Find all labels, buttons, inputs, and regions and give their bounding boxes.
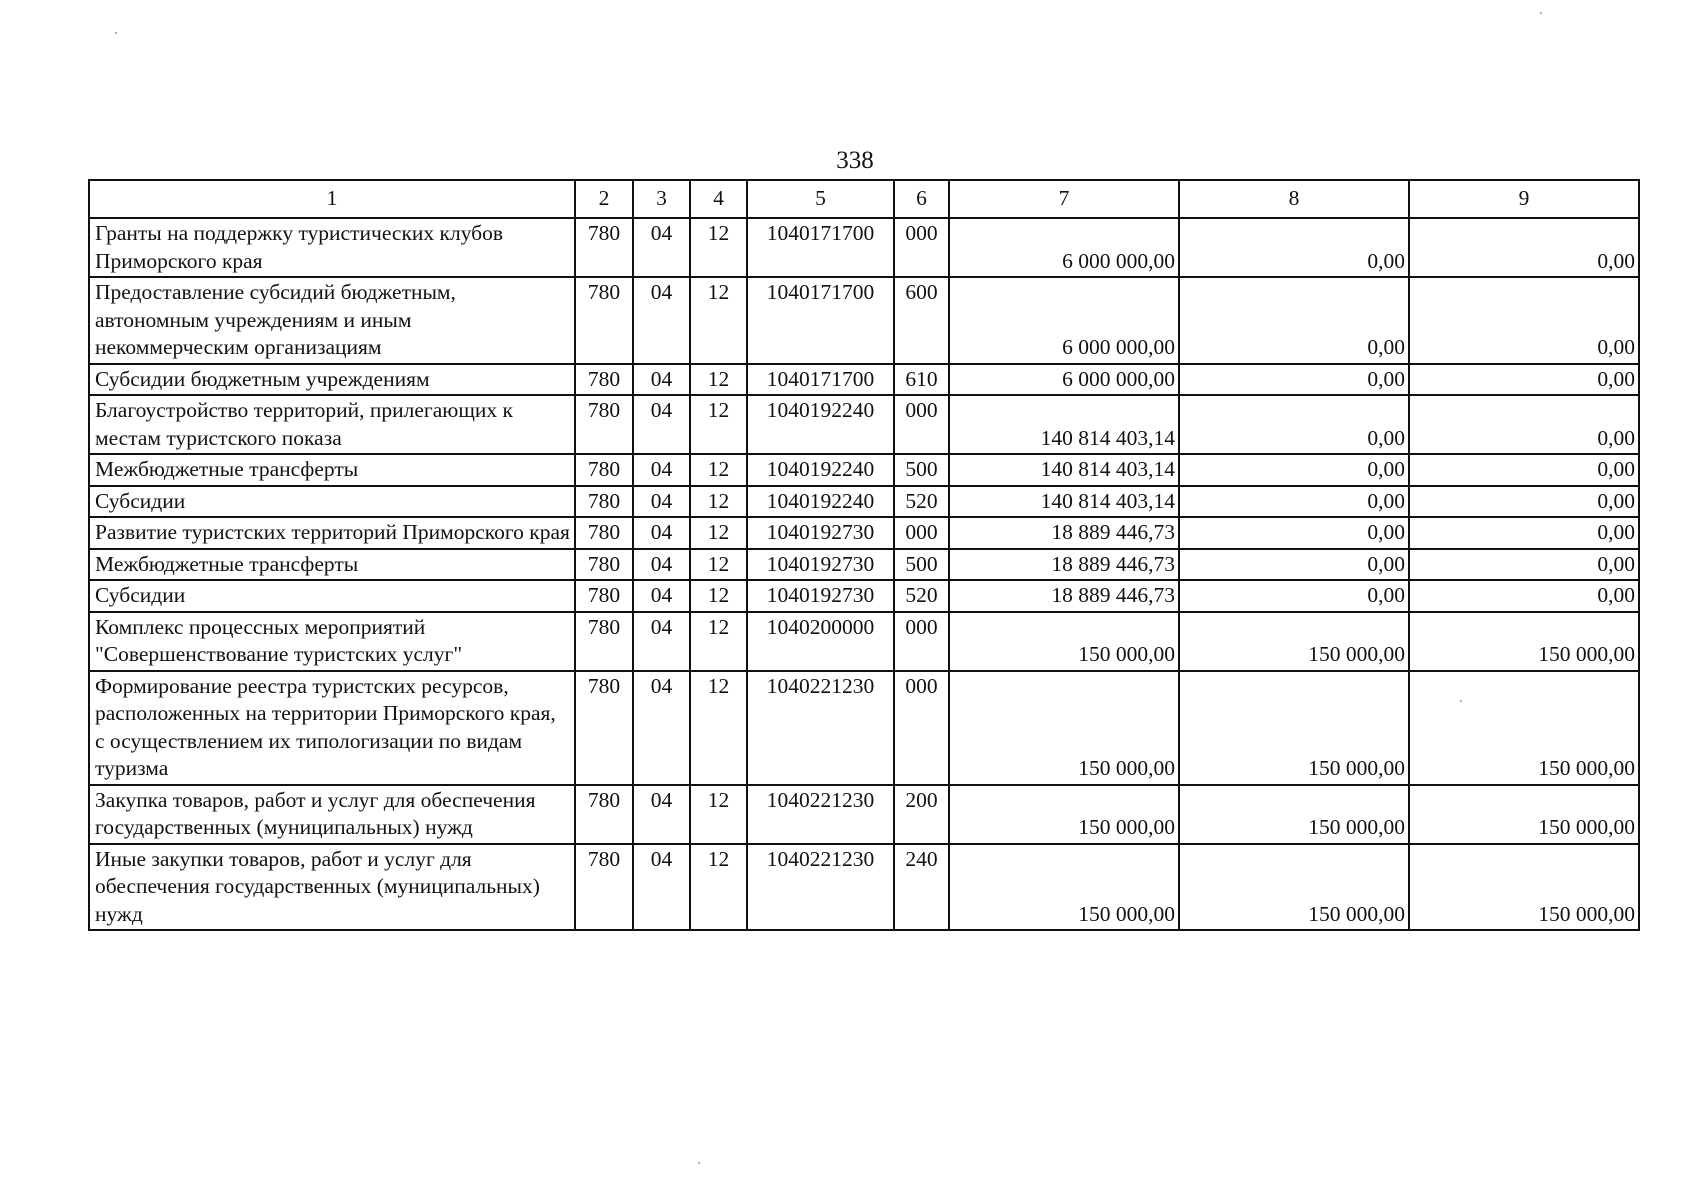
cell-col-9-amount: 0,00 [1409, 580, 1639, 612]
cell-col-5: 1040221230 [747, 785, 894, 844]
cell-col-6: 610 [894, 364, 949, 396]
cell-col-8-amount: 150 000,00 [1179, 612, 1409, 671]
cell-col-8-amount: 150 000,00 [1179, 844, 1409, 931]
cell-col-2: 780 [575, 580, 633, 612]
cell-col-5: 1040192240 [747, 395, 894, 454]
cell-col-8-amount: 0,00 [1179, 517, 1409, 549]
cell-col-8-amount: 0,00 [1179, 486, 1409, 518]
cell-col-5: 1040171700 [747, 218, 894, 277]
cell-col-6: 240 [894, 844, 949, 931]
cell-col-7-amount: 18 889 446,73 [949, 549, 1179, 581]
row-name: Субсидии [89, 486, 575, 518]
cell-col-8-amount: 0,00 [1179, 580, 1409, 612]
cell-col-7-amount: 140 814 403,14 [949, 454, 1179, 486]
cell-col-4: 12 [690, 395, 747, 454]
cell-col-4: 12 [690, 580, 747, 612]
cell-col-4: 12 [690, 612, 747, 671]
cell-col-8-amount: 0,00 [1179, 454, 1409, 486]
cell-col-9-amount: 150 000,00 [1409, 785, 1639, 844]
table-row [89, 612, 1639, 671]
scan-speck [115, 32, 117, 34]
cell-col-9-amount: 150 000,00 [1409, 612, 1639, 671]
cell-col-2: 780 [575, 785, 633, 844]
row-name: Субсидии [89, 580, 575, 612]
cell-col-3: 04 [633, 580, 690, 612]
cell-col-6: 000 [894, 671, 949, 785]
cell-col-8-amount: 150 000,00 [1179, 785, 1409, 844]
column-header: 3 [633, 180, 690, 218]
cell-col-9-amount: 0,00 [1409, 277, 1639, 364]
cell-col-6: 520 [894, 486, 949, 518]
cell-col-8-amount: 0,00 [1179, 549, 1409, 581]
table-row [89, 517, 1639, 549]
cell-col-9-amount: 0,00 [1409, 549, 1639, 581]
cell-col-9-amount: 0,00 [1409, 395, 1639, 454]
row-name: Благоустройство территорий, прилегающих к местам туристского показа [89, 395, 575, 454]
cell-col-2: 780 [575, 844, 633, 931]
column-header: 2 [575, 180, 633, 218]
table-row [89, 671, 1639, 785]
cell-col-5: 1040192730 [747, 517, 894, 549]
cell-col-4: 12 [690, 486, 747, 518]
cell-col-3: 04 [633, 517, 690, 549]
cell-col-3: 04 [633, 277, 690, 364]
scan-speck [1540, 12, 1542, 14]
cell-col-6: 600 [894, 277, 949, 364]
cell-col-6: 500 [894, 549, 949, 581]
cell-col-8-amount: 0,00 [1179, 218, 1409, 277]
column-header: 5 [747, 180, 894, 218]
table-row [89, 785, 1639, 844]
cell-col-2: 780 [575, 671, 633, 785]
cell-col-9-amount: 0,00 [1409, 454, 1639, 486]
cell-col-7-amount: 150 000,00 [949, 671, 1179, 785]
cell-col-5: 1040192730 [747, 549, 894, 581]
cell-col-4: 12 [690, 785, 747, 844]
table-row [89, 580, 1639, 612]
cell-col-3: 04 [633, 785, 690, 844]
row-name: Закупка товаров, работ и услуг для обеспечения государственных (муниципальных) нужд [89, 785, 575, 844]
cell-col-7-amount: 18 889 446,73 [949, 580, 1179, 612]
cell-col-8-amount: 150 000,00 [1179, 671, 1409, 785]
cell-col-9-amount: 150 000,00 [1409, 671, 1639, 785]
page-number: 338 [836, 147, 874, 174]
scan-speck [1460, 700, 1462, 702]
row-name: Формирование реестра туристских ресурсов, расположенных на территории Приморского края, с осуществлением их типологизации по видам туризма [89, 671, 575, 785]
cell-col-6: 520 [894, 580, 949, 612]
cell-col-8-amount: 0,00 [1179, 277, 1409, 364]
cell-col-3: 04 [633, 486, 690, 518]
cell-col-3: 04 [633, 395, 690, 454]
cell-col-9-amount: 0,00 [1409, 517, 1639, 549]
cell-col-6: 000 [894, 218, 949, 277]
cell-col-5: 1040221230 [747, 844, 894, 931]
cell-col-7-amount: 140 814 403,14 [949, 395, 1179, 454]
cell-col-4: 12 [690, 549, 747, 581]
cell-col-4: 12 [690, 218, 747, 277]
cell-col-3: 04 [633, 218, 690, 277]
table-row [89, 395, 1639, 454]
cell-col-2: 780 [575, 517, 633, 549]
table-row [89, 277, 1639, 364]
row-name: Предоставление субсидий бюджетным, автономным учреждениям и иным некоммерческим организациям [89, 277, 575, 364]
cell-col-5: 1040171700 [747, 277, 894, 364]
budget-table [88, 179, 1640, 931]
cell-col-3: 04 [633, 612, 690, 671]
cell-col-2: 780 [575, 454, 633, 486]
cell-col-5: 1040192240 [747, 486, 894, 518]
cell-col-4: 12 [690, 517, 747, 549]
cell-col-8-amount: 0,00 [1179, 395, 1409, 454]
cell-col-3: 04 [633, 454, 690, 486]
column-header: 9 [1409, 180, 1639, 218]
cell-col-5: 1040192240 [747, 454, 894, 486]
row-name: Иные закупки товаров, работ и услуг для обеспечения государственных (муниципальных) нужд [89, 844, 575, 931]
cell-col-7-amount: 6 000 000,00 [949, 364, 1179, 396]
column-header: 4 [690, 180, 747, 218]
cell-col-6: 000 [894, 395, 949, 454]
row-name: Комплекс процессных мероприятий "Совершенствование туристских услуг" [89, 612, 575, 671]
cell-col-5: 1040171700 [747, 364, 894, 396]
cell-col-9-amount: 0,00 [1409, 486, 1639, 518]
cell-col-4: 12 [690, 671, 747, 785]
cell-col-7-amount: 150 000,00 [949, 612, 1179, 671]
cell-col-8-amount: 0,00 [1179, 364, 1409, 396]
cell-col-9-amount: 0,00 [1409, 218, 1639, 277]
row-name: Субсидии бюджетным учреждениям [89, 364, 575, 396]
table-header-row [89, 180, 1639, 218]
cell-col-2: 780 [575, 364, 633, 396]
cell-col-4: 12 [690, 277, 747, 364]
cell-col-2: 780 [575, 612, 633, 671]
row-name: Межбюджетные трансферты [89, 549, 575, 581]
table-row [89, 549, 1639, 581]
table-row [89, 454, 1639, 486]
cell-col-6: 000 [894, 517, 949, 549]
table-row [89, 486, 1639, 518]
column-header: 1 [89, 180, 575, 218]
row-name: Гранты на поддержку туристических клубов Приморского края [89, 218, 575, 277]
cell-col-6: 500 [894, 454, 949, 486]
cell-col-7-amount: 18 889 446,73 [949, 517, 1179, 549]
table-row [89, 844, 1639, 931]
cell-col-2: 780 [575, 277, 633, 364]
cell-col-9-amount: 150 000,00 [1409, 844, 1639, 931]
cell-col-2: 780 [575, 486, 633, 518]
cell-col-6: 200 [894, 785, 949, 844]
cell-col-7-amount: 6 000 000,00 [949, 218, 1179, 277]
table-row [89, 364, 1639, 396]
cell-col-5: 1040192730 [747, 580, 894, 612]
cell-col-2: 780 [575, 549, 633, 581]
cell-col-7-amount: 6 000 000,00 [949, 277, 1179, 364]
cell-col-7-amount: 150 000,00 [949, 844, 1179, 931]
cell-col-2: 780 [575, 218, 633, 277]
table-row [89, 218, 1639, 277]
cell-col-7-amount: 140 814 403,14 [949, 486, 1179, 518]
cell-col-6: 000 [894, 612, 949, 671]
cell-col-3: 04 [633, 364, 690, 396]
column-header: 7 [949, 180, 1179, 218]
cell-col-2: 780 [575, 395, 633, 454]
cell-col-4: 12 [690, 454, 747, 486]
cell-col-5: 1040221230 [747, 671, 894, 785]
row-name: Межбюджетные трансферты [89, 454, 575, 486]
cell-col-5: 1040200000 [747, 612, 894, 671]
cell-col-3: 04 [633, 844, 690, 931]
column-header: 8 [1179, 180, 1409, 218]
column-header: 6 [894, 180, 949, 218]
cell-col-4: 12 [690, 844, 747, 931]
cell-col-3: 04 [633, 671, 690, 785]
cell-col-3: 04 [633, 549, 690, 581]
cell-col-7-amount: 150 000,00 [949, 785, 1179, 844]
row-name: Развитие туристских территорий Приморского края [89, 517, 575, 549]
cell-col-4: 12 [690, 364, 747, 396]
cell-col-9-amount: 0,00 [1409, 364, 1639, 396]
scan-speck [698, 1162, 700, 1164]
